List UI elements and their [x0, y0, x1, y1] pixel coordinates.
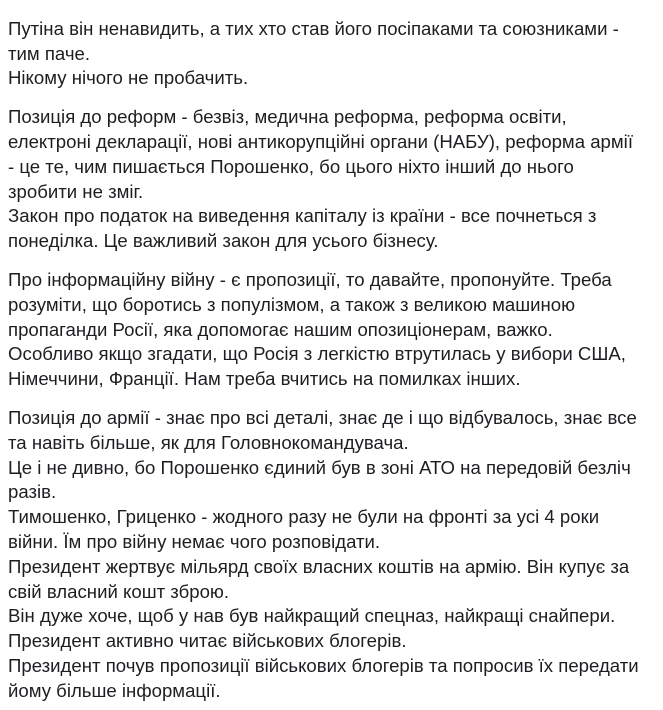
text-line: електроні декларації, нові антикорупційні органи (НАБУ), реформа армії	[8, 130, 633, 152]
paragraph-army	[8, 406, 658, 704]
paragraph-information-war	[8, 268, 658, 392]
paragraph-putin	[8, 0, 658, 91]
text-line: свій власний кошт зброю.	[8, 580, 230, 602]
text-line: війни. Їм про війну немає чого розповідати.	[8, 530, 381, 552]
text-line: Путіна він ненавидить, а тих хто став його посіпаками та союзниками -	[8, 17, 619, 39]
text-line: Позиція до реформ - безвіз, медична реформа, реформа освіти,	[8, 106, 567, 128]
text-line: пропаганди Росії, яка допомогає нашим опозиціонерам, важко.	[8, 318, 553, 340]
text-line: разів.	[8, 481, 57, 503]
text-line: та навіть більше, як для Головнокомандувача.	[8, 431, 409, 453]
text-line: Він дуже хоче, щоб у нав був найкращий спецназ, найкращі снайпери.	[8, 605, 616, 627]
text-line: зробити не зміг.	[8, 180, 144, 202]
text-line: Про інформаційну війну - є пропозиції, то давайте, пропонуйте. Треба	[8, 268, 612, 290]
text-line: Закон про податок на виведення капіталу із країни - все почнеться з	[8, 205, 597, 227]
text-line	[8, 0, 658, 17]
text-line: Президент почув пропозиції військових блогерів та попросив їх передати	[8, 654, 639, 676]
text-line: Позиція до армії - знає про всі деталі, знає де і що відбувалось, знає все	[8, 406, 637, 428]
paragraph-reforms	[8, 105, 658, 254]
text-line: Це і не дивно, бо Порошенко єдиний був в зоні АТО на передовій безліч	[8, 456, 631, 478]
post-text	[8, 0, 658, 704]
text-line: йому більше інформації.	[8, 679, 221, 701]
text-line: Тимошенко, Гриценко - жодного разу не були на фронті за усі 4 роки	[8, 506, 600, 528]
text-line: Президент жертвує мільярд своїх власних коштів на армію. Він купує за	[8, 555, 630, 577]
text-line: розуміти, що боротись з популізмом, а також з великою машиною	[8, 293, 576, 315]
text-line: тим паче.	[8, 42, 91, 64]
text-line: Президент активно читає військових блогерів.	[8, 630, 407, 652]
text-line: Німеччини, Франції. Нам треба вчитись на помилках інших.	[8, 368, 521, 390]
text-line: - це те, чим пишається Порошенко, бо цього ніхто інший до нього	[8, 155, 574, 177]
text-line: Нікому нічого не пробачить.	[8, 67, 249, 89]
text-line: понеділка. Це важливий закон для усього бізнесу.	[8, 230, 439, 252]
text-line: Особливо якщо згадати, що Росія з легкістю втрутилась у вибори США,	[8, 343, 626, 365]
